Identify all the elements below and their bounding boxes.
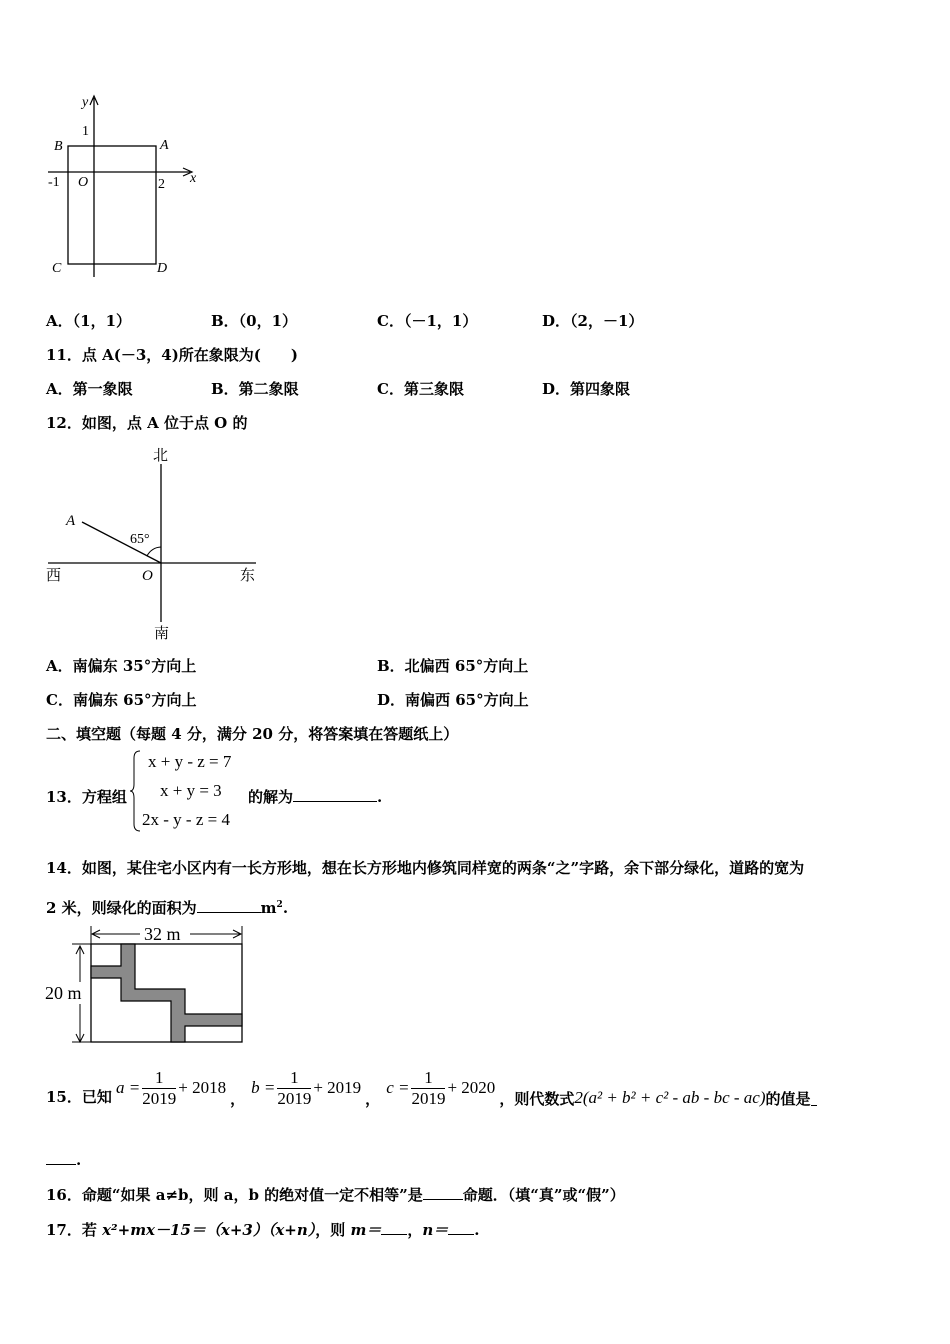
q13-prefix: 13．方程组: [46, 788, 127, 806]
q15-b-lhs: b =: [251, 1078, 276, 1097]
q14-line-2: [46, 895, 288, 918]
width-label: 32 m: [144, 924, 181, 944]
q15-c-fraction: [411, 1068, 445, 1109]
q12-option-d: D．南偏西 65°方向上: [377, 691, 529, 709]
q17-line: [46, 1220, 480, 1240]
west-label: 西: [46, 568, 62, 584]
q12-option-c: C．南偏东 65°方向上: [46, 691, 197, 709]
tick-neg1-label: -1: [48, 175, 60, 190]
origin-o-label: O: [142, 568, 153, 584]
q11-option-a: A．第一象限: [46, 380, 133, 398]
point-a-label: A: [66, 513, 76, 529]
point-b-label: B: [54, 139, 63, 154]
q13-equation-3: 2x - y - z = 4: [142, 810, 230, 829]
q17-expression: x²+mx－15＝（x+3）（x+n）: [102, 1221, 316, 1239]
q12-stem: 12．如图，点 A 位于点 O 的: [46, 414, 248, 432]
system-brace: [130, 750, 142, 832]
q15-c-add: + 2020: [447, 1078, 496, 1097]
q14-end: .: [282, 899, 289, 917]
q14-prefix: 2 米，则绿化的面积为: [46, 899, 197, 917]
q13-end: .: [377, 788, 383, 806]
q12-option-b: B．北偏西 65°方向上: [377, 657, 529, 675]
q15-b-fraction: [277, 1068, 311, 1109]
rectangle-abcd: [68, 146, 156, 264]
q15-answer-continued: [46, 1150, 81, 1170]
q15-c-denominator: 2019: [411, 1088, 446, 1108]
q13-equation-2: x + y = 3: [160, 781, 222, 800]
origin-label: O: [78, 175, 89, 190]
q15-comma-1: ，: [230, 1089, 246, 1108]
q15-a-numerator: 1: [142, 1068, 176, 1089]
q17-n-blank[interactable]: [448, 1220, 474, 1235]
q10-option-c: C．（－1，1）: [377, 312, 478, 330]
q15-a-add: + 2018: [178, 1078, 227, 1097]
section-heading: 二、填空题（每题 4 分，满分 20 分，将答案填在答题纸上）: [46, 725, 459, 743]
road-path: [91, 944, 242, 1042]
point-d-label: D: [157, 261, 168, 276]
q11-option-b: B．第二象限: [211, 380, 299, 398]
q16-prefix: 16．命题“如果 a≠b，则 a，b 的绝对值一定不相等”是: [46, 1186, 423, 1204]
q15-c-numerator: 1: [411, 1068, 445, 1089]
q15-a-lhs: a =: [116, 1078, 141, 1097]
south-label: 南: [154, 626, 170, 642]
x-axis-label: x: [190, 171, 197, 186]
q11-stem: 11．点 A(－3，4)所在象限为( ): [46, 346, 298, 364]
q15-b-numerator: 1: [277, 1068, 311, 1089]
point-c-label: C: [52, 261, 62, 276]
coordinate-figure: [40, 92, 210, 282]
q15-a-denominator: 2019: [142, 1088, 177, 1108]
q10-option-b: B．（0，1）: [211, 312, 298, 330]
q15-prefix: 15．已知: [46, 1088, 112, 1106]
road-figure: [44, 924, 250, 1048]
q16-suffix: 命题．（填“真”或“假”）: [462, 1186, 625, 1204]
q13-suffix: 的解为: [248, 788, 294, 806]
q15-mid: ，则代数式: [499, 1089, 575, 1108]
q10-option-a: A．（1，1）: [46, 312, 132, 330]
q17-m-label: m＝: [350, 1221, 382, 1239]
q15-end: .: [76, 1151, 82, 1169]
q17-comma: ，: [407, 1221, 423, 1239]
q11-option-d: D．第四象限: [542, 380, 631, 398]
point-a-label: A: [160, 138, 169, 153]
east-label: 东: [240, 568, 256, 584]
height-label: 20 m: [45, 983, 82, 1003]
tick-2-label: 2: [158, 177, 165, 192]
q15-suffix: 的值是: [765, 1089, 811, 1108]
q15-c-lhs: c =: [386, 1078, 410, 1097]
q13-answer-line: [248, 787, 382, 807]
q15-b-add: + 2019: [313, 1078, 362, 1097]
q16-answer-blank[interactable]: [423, 1185, 463, 1200]
q15-expression: 2(a² + b² + c² - ab - bc - ac): [574, 1088, 766, 1107]
y-axis-label: y: [82, 95, 89, 110]
q11-option-c: C．第三象限: [377, 380, 464, 398]
q14-answer-blank[interactable]: [197, 898, 261, 913]
compass-figure: [44, 442, 264, 642]
q13-answer-blank[interactable]: [293, 787, 377, 802]
q14-line-1: 14．如图，某住宅小区内有一长方形地，想在长方形地内修筑同样宽的两条“之”字路，余下部分绿化，道路的宽为: [46, 859, 805, 877]
q12-option-a: A．南偏东 35°方向上: [46, 657, 197, 675]
q17-m-blank[interactable]: [381, 1220, 407, 1235]
q16-line: [46, 1185, 625, 1205]
north-label: 北: [153, 448, 169, 464]
q15-answer-blank-start[interactable]: [811, 1091, 817, 1106]
q15-answer-blank[interactable]: [46, 1150, 76, 1165]
angle-arc: [147, 547, 161, 556]
q17-prefix: 17．若: [46, 1221, 103, 1239]
q13-equation-1: x + y - z = 7: [148, 752, 232, 771]
q15-comma-2: ，: [365, 1089, 381, 1108]
q17-n-label: n＝: [422, 1221, 449, 1239]
q17-mid: ，则: [315, 1221, 351, 1239]
q15-given-values: [116, 1064, 817, 1112]
tick-1-label: 1: [82, 124, 89, 139]
q14-unit-sup: 2: [276, 900, 283, 910]
q15-b-denominator: 2019: [277, 1088, 312, 1108]
q15-a-fraction: [142, 1068, 176, 1109]
q10-option-d: D．（2，－1）: [542, 312, 644, 330]
q14-unit: m: [260, 899, 277, 917]
angle-label: 65°: [130, 532, 150, 547]
q17-end: .: [474, 1221, 480, 1239]
